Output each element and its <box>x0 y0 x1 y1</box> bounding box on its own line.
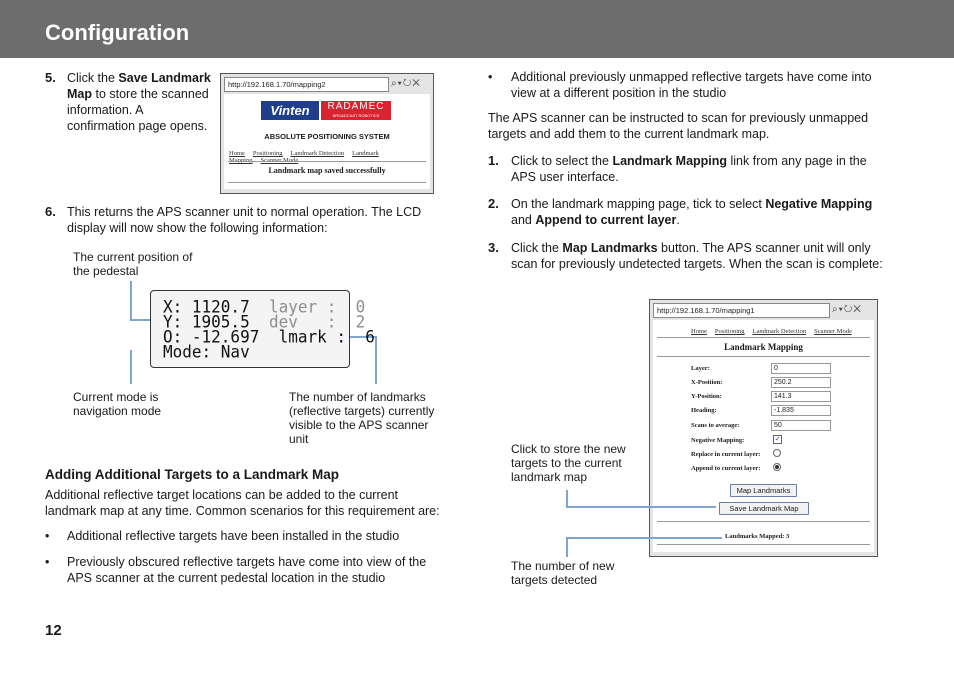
callout-mode: Current mode is navigation mode <box>73 390 162 418</box>
divider <box>657 521 870 522</box>
bullet-item: Previously obscured reflective targets have come into view of the APS scanner at the current pedestal location in the studio <box>67 555 427 585</box>
nav-positioning-link[interactable]: Positioning <box>252 150 283 157</box>
paragraph: The APS scanner can be instructed to scan for previously unmapped targets and add them to the current landmark map. <box>488 111 869 141</box>
step-2-mid: and <box>511 213 536 227</box>
step-3-text <box>511 240 891 272</box>
lcd-display <box>150 290 375 368</box>
nav-scanner-mode-link[interactable]: Scanner Mode <box>814 328 852 335</box>
step-3-post: button. The APS scanner unit will only scan for previously undetected targets. When the scan is complete: <box>511 241 883 271</box>
append-layer-label: Append to current layer: <box>691 465 761 472</box>
step-5-pre: Click the <box>67 71 119 85</box>
step-6-text: This returns the APS scanner unit to normal operation. The LCD display will now show the following information: <box>67 205 422 235</box>
callout-line <box>130 319 152 321</box>
y-position-label: Y-Position: <box>691 393 722 400</box>
step-5-post: to store the scanned information. A confirmation page opens. <box>67 87 209 133</box>
bullet-item: Additional previously unmapped reflective targets have come into view at a different position in the studio <box>511 70 872 100</box>
radio-dot <box>775 465 779 469</box>
url-bar[interactable]: http://192.168.1.70/mapping2 <box>224 77 389 92</box>
negative-mapping-label: Negative Mapping: <box>691 437 745 444</box>
lcd-line-3: O: -12.697 lmark : 6 <box>163 326 375 347</box>
step-1-pre: Click to select the <box>511 154 613 168</box>
callout-line <box>130 350 132 384</box>
search-icon[interactable]: ⌕ <box>832 304 839 315</box>
callout-landmarks: The number of landmarks (reflective targets) currently visible to the APS scanner unit <box>289 390 435 446</box>
nav-home-link[interactable]: Home <box>691 328 707 335</box>
browser-icons <box>832 303 862 316</box>
heading-input[interactable]: -1.835 <box>771 405 831 416</box>
bullet-marker: • <box>45 555 50 569</box>
map-landmarks-button[interactable]: Map Landmarks <box>730 484 797 497</box>
system-title: ABSOLUTE POSITIONING SYSTEM <box>264 132 390 141</box>
refresh-icon[interactable]: ↻ <box>402 78 413 89</box>
section-intro: Additional reflective target locations can be added to the current landmark map at any time. Common scenarios for this requirement are: <box>45 488 440 518</box>
step-1-bold: Landmark Mapping <box>612 154 728 168</box>
nav-home-link[interactable]: Home <box>229 150 245 157</box>
callout-line <box>375 336 377 384</box>
step-3-bold: Map Landmarks <box>562 241 658 255</box>
append-layer-radio[interactable] <box>773 463 781 471</box>
callout-number: The number of new targets detected <box>511 559 615 587</box>
lcd-line-4: Mode: Nav <box>163 341 250 362</box>
lcd-y: Y: 1905.5 <box>163 311 250 332</box>
layer-input[interactable]: 0 <box>771 363 831 374</box>
x-position-input[interactable]: 250.2 <box>771 377 831 388</box>
radamec-logo-sub: BROADCAST ROBOTICS <box>332 113 380 118</box>
step-5-number: 5. <box>45 70 56 85</box>
callout-line <box>566 537 722 539</box>
heading-label: Heading: <box>691 407 717 414</box>
section-heading: Adding Additional Targets to a Landmark Map <box>45 467 340 482</box>
page-number: 12 <box>45 622 62 639</box>
bullet-marker: • <box>488 70 493 84</box>
callout-store: Click to store the new targets to the current landmark map <box>511 442 626 484</box>
divider <box>228 161 426 162</box>
nav-links <box>691 328 860 335</box>
page-title: Configuration <box>45 20 190 45</box>
nav-landmark-mapping-link[interactable]: Landmark Mapping <box>229 150 379 164</box>
step-1-number: 1. <box>488 153 499 168</box>
step-2-bold-1: Negative Mapping <box>765 197 873 211</box>
landmarks-mapped-text: Landmarks Mapped: 3 <box>725 533 790 540</box>
mapping-title: Landmark Mapping <box>724 342 803 352</box>
refresh-icon[interactable]: ↻ <box>843 304 854 315</box>
step-5-bold: Save Landmark Map <box>67 71 211 101</box>
replace-layer-radio[interactable] <box>773 449 781 457</box>
step-2-bold-2: Append to current layer <box>535 213 677 227</box>
x-position-label: X-Position: <box>691 379 723 386</box>
lcd-dev: dev : 2 <box>268 311 366 332</box>
browser-window-confirmation <box>220 73 434 194</box>
step-1-text <box>511 153 891 185</box>
step-3-pre: Click the <box>511 241 563 255</box>
divider <box>657 356 870 357</box>
divider <box>657 337 870 338</box>
browser-page <box>224 94 430 189</box>
step-2-pre: On the landmark mapping page, tick to select <box>511 197 766 211</box>
url-bar[interactable]: http://192.168.1.70/mapping1 <box>653 303 830 318</box>
negative-mapping-checkbox[interactable]: ✓ <box>774 436 781 443</box>
callout-line <box>566 537 568 557</box>
radamec-logo <box>321 101 391 120</box>
browser-icons <box>391 77 421 90</box>
replace-layer-label: Replace in current layer: <box>691 451 761 458</box>
y-position-input[interactable]: 141.3 <box>771 391 831 402</box>
lcd-x: X: 1120.7 <box>163 296 250 317</box>
nav-scanner-mode-link[interactable]: Scanner Mode <box>260 157 299 164</box>
chevron-down-icon[interactable]: ▾ <box>397 78 403 89</box>
nav-landmark-detection-link[interactable]: Landmark Detection <box>290 150 345 157</box>
divider <box>228 182 426 183</box>
vinten-logo: Vinten <box>261 101 319 120</box>
divider <box>657 544 870 545</box>
step-6-number: 6. <box>45 204 56 219</box>
nav-landmark-detection-link[interactable]: Landmark Detection <box>752 328 807 335</box>
nav-positioning-link[interactable]: Positioning <box>714 328 745 335</box>
layer-label: Layer: <box>691 365 710 372</box>
chevron-down-icon[interactable]: ▾ <box>838 304 844 315</box>
bullet-marker: • <box>45 529 50 543</box>
success-message: Landmark map saved successfully <box>268 166 386 175</box>
scans-to-average-input[interactable]: 50 <box>771 420 831 431</box>
step-2-number: 2. <box>488 196 499 211</box>
callout-position: The current position of the pedestal <box>73 250 193 278</box>
step-2-post: . <box>676 213 680 227</box>
step-1-post: link from any page in the APS user interface. <box>511 154 867 184</box>
radamec-logo-text: RADAMEC <box>327 101 385 112</box>
browser-page <box>653 320 874 552</box>
callout-line <box>566 506 716 508</box>
step-3-number: 3. <box>488 240 499 255</box>
lcd-layer: layer : 0 <box>268 296 366 317</box>
step-2-text <box>511 196 896 228</box>
step-5-text <box>67 70 212 134</box>
close-icon[interactable]: ✕ <box>853 304 862 315</box>
save-landmark-map-button[interactable]: Save Landmark Map <box>719 502 809 515</box>
close-icon[interactable]: ✕ <box>412 78 421 89</box>
search-icon[interactable]: ⌕ <box>391 78 398 89</box>
bullet-item: Additional reflective targets have been installed in the studio <box>67 529 400 543</box>
scans-to-average-label: Scans to average: <box>691 422 740 429</box>
browser-window-landmark-mapping <box>649 299 878 557</box>
callout-line <box>130 281 132 321</box>
